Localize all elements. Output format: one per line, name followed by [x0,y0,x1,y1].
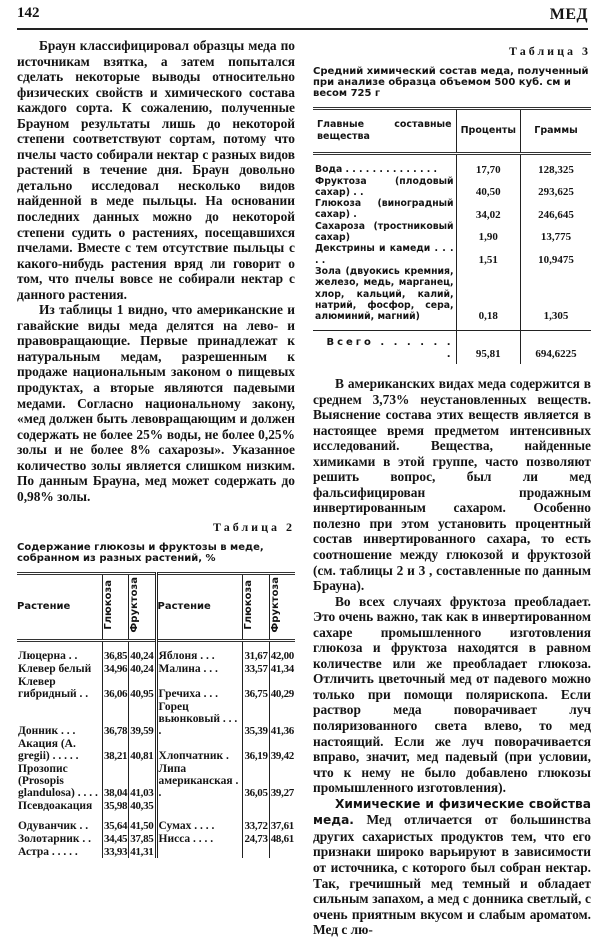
table-row: Одуванчик . . 35,64 41,50 Сумах . . . . 33,72 37,61 [18,819,294,832]
table-row: Донник . . . 36,78 39,59 Горец вьюнковый . . . . 35,39 41,36 [18,700,294,737]
page-number: 142 [17,5,40,21]
section-text: Мед отличается от большинства других сахаристых продуктов тем, что его признаки широко варьируют в зависимости от источника, с которого был собран нектар. Так, гречишный мед темный и обладает сильным запахом, а мед с донника светлый, с очень приятным вкусом и слабым ароматом. Мед с лю- [313,812,591,938]
table-row: Псевдоакация 35,98 40,35 [17,799,295,812]
table-row: Декстрины и камеди . . . . . 1,51 10,9475 [313,243,591,266]
table-row: Астра . . . . . 33,93 41,31 [17,845,295,858]
table-row: Клевер гибридный . . 36,06 40,95 Гречиха . . . 36,75 40,29 [18,675,294,700]
col-header-plant: Растение [156,573,243,640]
table-row: Золотарник . . 34,45 37,85 Нисса . . . . 24,73 48,61 [18,832,294,845]
table2-label: Таблица 2 [213,520,295,535]
table-row: Сахароза (тростниковый сахар) 1,90 13,775 [313,221,591,244]
paragraph: В американских видах меда содержится в среднем 3,73% неустановленных веществ. Выяснение состава этих веществ является в настоящее время предметом интенсивных исследований. Вещества, найденные химиками в этой группе, часто позволяют решить вопрос, был ли мед фальсифицирован продажным инвертированным сахаром. Особенно полезно при этом установить процентный состав инвертированного сахара, то есть соотношение между глюкозой и фруктозой (см. таблицы 2 и 3 , составленные по данным Брауна). [313,376,591,594]
table-row: Зола (двуокись кремния, железо, медь, марганец, хлор, кальций, калий, натрий, фосфор, сера, алюминий, магний) 0,18 1,305 [313,266,591,331]
table2-title: Содержание глюкозы и фруктозы в меде, собранном из разных растений, % [17,541,264,564]
table-row: Глюкоза (виноградный сахар) . 34,02 246,645 [313,198,591,221]
col-header-glucose: Глюкоза [102,573,128,640]
table-row: Акация (A. gregii) . . . . . 38,21 40,81 Хлопчатник . 36,19 39,42 [18,737,294,762]
paragraph: Из таблицы 1 видно, что американские и гавайские виды меда делятся на лево- и правовращающие. Первые принадлежат к натуральным медам, разрешенным к продаже национальным законом о пищевых продуктах, а вторые являются падевыми медами. Согласно национальному закону, «мед должен быть левовращающим и должен содержать не более 25% воды, не более 0,25% золы и не более 8% сахарозы». Указанное количество золы является слишком низким. По данным Брауна, мед может содержать до 0,98% золы. [17,302,295,504]
col-header-glucose: Глюкоза [243,573,269,640]
table2-header [17,573,295,640]
table3 [313,107,591,364]
col-header-substance: Главные составные вещества [317,118,452,142]
col-header-percent: Проценты [456,108,520,153]
table2 [17,572,295,858]
left-column [17,38,295,858]
table-row: Фруктоза (плодовый сахар) . . 40,50 293,625 [313,176,591,199]
table-total-row: Всего . . . . . . . 95,81 694,6225 [313,331,591,364]
table3-title: Средний химический состав меда, полученный при анализе образца объемом 500 куб. см и весом 725 г [313,65,589,99]
col-header-plant: Растение [17,600,71,612]
table3-label: Таблица 3 [509,44,591,58]
running-head: МЕД [549,6,588,23]
paragraph [313,796,591,938]
right-column [313,42,591,938]
paragraph: Браун классифицировал образцы меда по источникам взятка, а затем попытался сделать некоторые выводы относительно физических свойств и химического состава каждого сорта. К сожалению, полученные Брауном результаты лишь до некоторой степени соответствуют сортам, потому что пчелы часто собирали нектар с разных видов растений в течение дня. Браун довольно детально исследовал несколько видов найденной в меде пыльцы. На основании последних данных можно до некоторой степени судить о растениях, посещавшихся пчелами. Вместе с тем отсутствие пыльцы с какого-нибудь растения вряд ли говорит о том, что пчелы вовсе не собирали нектар с данного растения. [17,38,295,302]
table-row: Вода . . . . . . . . . . . . . . 17,70 128,325 [313,153,591,176]
col-header-fructose: Фруктоза [269,573,295,640]
col-header-grams: Граммы [521,108,592,153]
col-header-fructose: Фруктоза [129,573,156,640]
table-row: Прозопис (Prosopis glandulosa) . . . . 38,04 41,03 Липа американская . . 36,05 39,27 [18,762,294,799]
section-heading: Химические и физические свойства меда. [313,796,591,828]
table3-header [313,108,591,153]
table-row: Клевер белый 34,96 40,24 Малина . . . 33,57 41,34 [18,662,294,675]
table-row: Люцерна . . 36,85 40,24 Яблоня . . . 31,67 42,00 [17,640,295,662]
header-rule [17,28,588,30]
paragraph: Во всех случаях фруктоза преобладает. Это очень важно, так как в инвертированном сахаре промышленного изготовления глюкоза и фруктоза находятся в равном количестве или же преобладает глюкоза. Отличить цветочный мед от падевого можно только при помощи полярископа. Если раствор меда поворачивает луч поляризованного света влево, то мед настоящий. Если же луч поворачивается вправо, значит, мед падевый (при условии, что к нему не было добавлено глюкозы промышленного изготовления). [313,593,591,796]
